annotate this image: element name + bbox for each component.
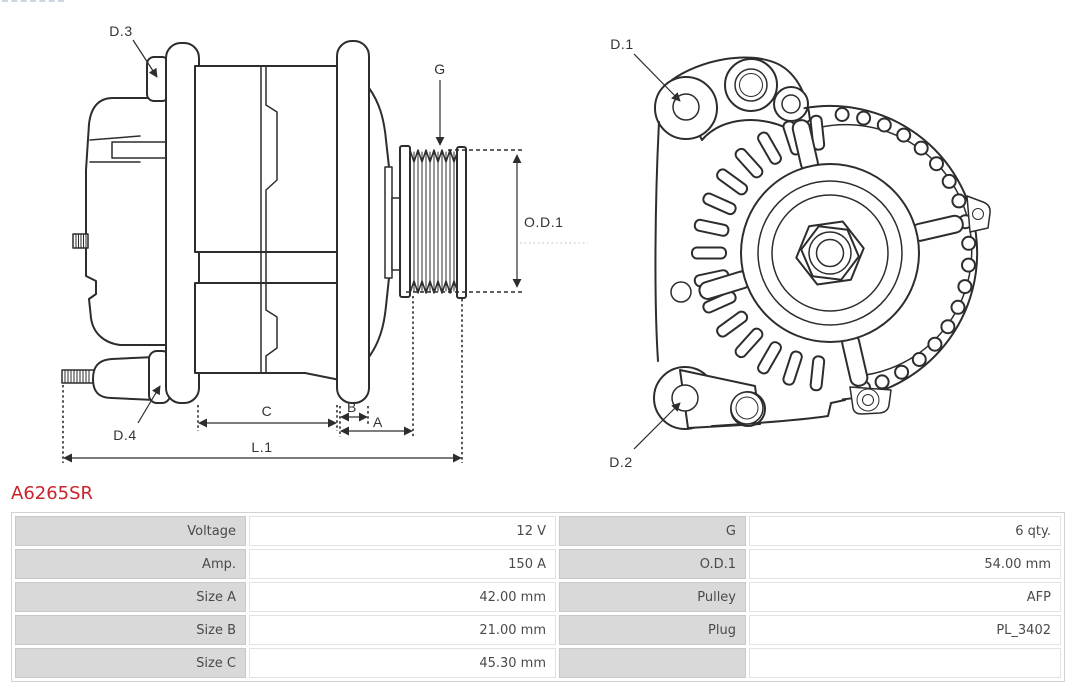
dim-label-g: G — [434, 61, 446, 77]
spec-value-cell: 42.00 mm — [249, 582, 556, 612]
dim-label-d3: D.3 — [109, 23, 133, 39]
dim-label-d2: D.2 — [609, 454, 633, 470]
dim-label-a: A — [373, 414, 383, 430]
body-upper — [195, 66, 340, 252]
part-number: A6265SR — [11, 483, 94, 504]
spec-value-cell: 21.00 mm — [249, 615, 556, 645]
spec-row — [15, 582, 1061, 612]
front-bracket-arm — [337, 41, 369, 403]
lower-lug-d4 — [62, 351, 170, 403]
spec-value-cell: 54.00 mm — [749, 549, 1061, 579]
dim-label-b: B — [347, 399, 357, 415]
dim-label-l1: L.1 — [251, 439, 273, 455]
spec-label-cell: Amp. — [15, 549, 246, 579]
spec-label-cell: Pulley — [559, 582, 746, 612]
spec-label-cell: O.D.1 — [559, 549, 746, 579]
spec-value-cell: 45.30 mm — [249, 648, 556, 678]
spec-value-cell: 6 qty. — [749, 516, 1061, 546]
spec-label-cell: Voltage — [15, 516, 246, 546]
spec-label-cell: Plug — [559, 615, 746, 645]
spec-row — [15, 549, 1061, 579]
body-lower — [195, 283, 340, 380]
spec-row — [15, 615, 1061, 645]
spec-table — [11, 512, 1065, 682]
front-view — [609, 36, 990, 470]
spec-label-cell: Size A — [15, 582, 246, 612]
dim-label-d1: D.1 — [610, 36, 634, 52]
leader-d1 — [634, 54, 680, 101]
spec-value-cell: 150 A — [249, 549, 556, 579]
spec-label-cell: G — [559, 516, 746, 546]
pulley — [400, 146, 466, 298]
spec-row — [15, 648, 1061, 678]
dim-label-od1: O.D.1 — [524, 214, 564, 230]
spec-label-cell: Size C — [15, 648, 246, 678]
spec-label-cell: Size B — [15, 615, 246, 645]
spec-value-cell — [749, 648, 1061, 678]
dim-label-c: C — [261, 403, 273, 419]
rear-housing — [86, 98, 172, 345]
upper-stud — [73, 234, 88, 248]
spec-value-cell: 12 V — [249, 516, 556, 546]
spec-value-cell: AFP — [749, 582, 1061, 612]
spec-row — [15, 516, 1061, 546]
spec-value-cell: PL_3402 — [749, 615, 1061, 645]
dim-label-d4: D.4 — [113, 427, 137, 443]
side-view — [62, 23, 588, 463]
slinger-disc — [385, 167, 392, 278]
spec-label-cell — [559, 648, 746, 678]
